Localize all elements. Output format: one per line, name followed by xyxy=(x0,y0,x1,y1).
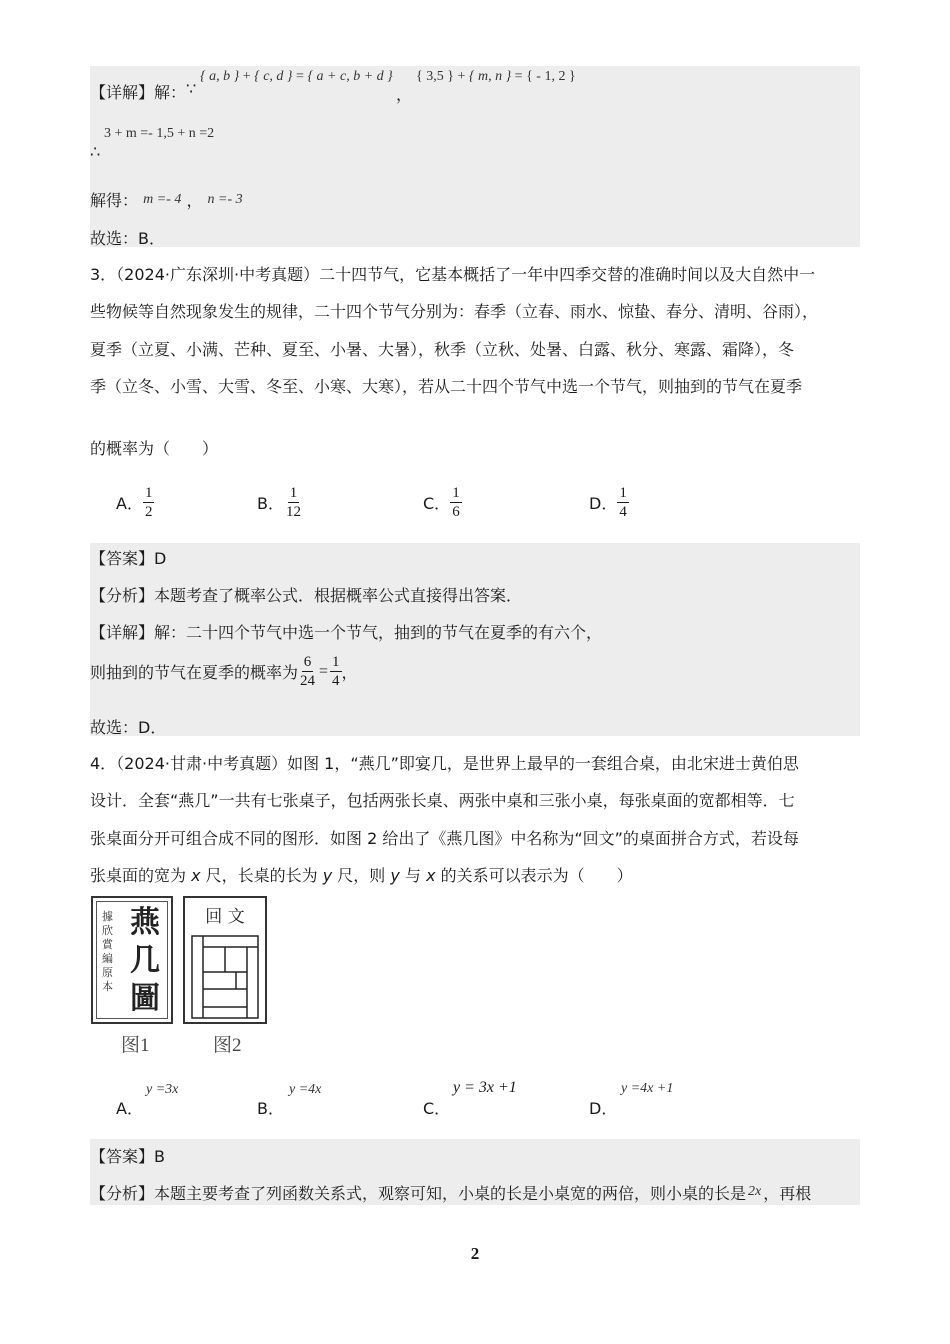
given-formula: { 3,5 } + { m, n } = { - 1, 2 } xyxy=(416,69,576,84)
q4-option-d-expr: y =4x +1 xyxy=(621,1081,674,1096)
q4-option-b: B． xyxy=(257,1099,284,1118)
q3-option-d: D． $\frac{1}{4}$ xyxy=(589,485,627,520)
q3-line-2: 些物候等自然现象发生的规律，二十四个节气分别为：春季（立春、雨水、惊蛰、春分、清明、谷雨）， xyxy=(90,302,819,321)
page-number: 2 xyxy=(470,1244,480,1263)
q3-detail: 【详解】解：二十四个节气中选一个节气，抽到的节气在夏季的有六个， xyxy=(90,623,603,642)
therefore-symbol: ∴ xyxy=(90,142,101,161)
solution-block-q2 xyxy=(90,66,860,247)
q3-calc-line: 则抽到的节气在夏季的概率为 $\frac{6}{24}$ = $\frac{1}{4}$ ， xyxy=(90,654,358,689)
q3-analysis: 【分析】本题考查了概率公式．根据概率公式直接得出答案． xyxy=(90,586,523,605)
q3-line-4: 季（立冬、小雪、大雪、冬至、小寒、大寒），若从二十四个节气中选一个节气，则抽到的节气在夏季 xyxy=(90,377,803,396)
q3-line-5: 的概率为（ ） xyxy=(90,439,219,458)
formula-comma: ， xyxy=(396,85,413,104)
q3-line-1: 3．（2024·广东深圳·中考真题）二十四节气，它基本概括了一年中四季交替的准确时间以及大自然中一 xyxy=(90,265,816,284)
figure-1 xyxy=(91,896,173,1024)
q4-answer: 【答案】B xyxy=(90,1147,165,1166)
choose-line-q2: 故选：B． xyxy=(90,229,165,248)
option-c-fraction: $\frac{1}{6}$ xyxy=(452,485,460,520)
figure-2-caption: 图2 xyxy=(213,1035,242,1056)
figure-1-side-text: 據 欣 賞 編 原 本 xyxy=(102,910,113,993)
option-a-fraction: $\frac{1}{2}$ xyxy=(144,485,153,520)
q4-option-a: A． xyxy=(116,1099,143,1118)
figure-2-title: 回 文 xyxy=(205,907,245,927)
figure-1-big-title: 燕 几 圖 xyxy=(130,905,160,1016)
q3-option-b: B． $\frac{1}{12}$ xyxy=(257,485,301,520)
q4-analysis: 【分析】本题主要考查了列函数关系式，观察可知，小桌的长是小桌宽的两倍，则小桌的长是 2x ，再根 xyxy=(90,1184,812,1203)
huiwen-tiling-diagram xyxy=(190,934,260,1020)
q3-choose: 故选：D． xyxy=(90,718,167,737)
q3-option-a: A． $\frac{1}{2}$ xyxy=(116,485,153,520)
figure-2 xyxy=(183,896,267,1024)
q4-line-3: 张桌面分开可组合成不同的图形．如图 2 给出了《燕几图》中名称为“回文”的桌面拼合方式，若设每 xyxy=(90,829,799,848)
q3-line-3: 夏季（立夏、小满、芒种、夏至、小暑、大暑），秋季（立秋、处暑、白露、秋分、寒露、霜降），冬 xyxy=(90,340,795,359)
q4-option-b-expr: y =4x xyxy=(289,1082,322,1097)
q4-option-c: C． xyxy=(423,1099,451,1118)
option-b-fraction: $\frac{1}{12}$ xyxy=(285,485,301,520)
detail-line xyxy=(90,80,196,103)
q3-answer: 【答案】D xyxy=(90,549,167,568)
option-d-fraction: $\frac{1}{4}$ xyxy=(619,485,627,520)
q4-option-c-expr: y = 3x +1 xyxy=(453,1079,517,1096)
calc-fraction-2: $\frac{1}{4}$ xyxy=(332,654,340,689)
solve-line: 解得： m =- 4 ， n =- 3 xyxy=(90,191,243,210)
q4-line-4: 张桌面的宽为 x 尺，长桌的长为 y 尺，则 y 与 x 的关系可以表示为（ ） xyxy=(90,866,633,885)
q4-line-2: 设计．全套“燕几”一共有七张桌子，包括两张长桌、两张中桌和三张小桌，每张桌面的宽都相等．七 xyxy=(90,791,795,810)
q4-option-d: D． xyxy=(589,1099,618,1118)
detail-label: 【详解】解： xyxy=(90,83,187,102)
because-symbol: ∵ xyxy=(186,79,197,98)
equation-line: 3 + m =- 1,5 + n =2 xyxy=(104,126,215,141)
q4-line-1: 4．（2024·甘肃·中考真题）如图 1，“燕几”即宴几，是世界上最早的一套组合桌，由北宋进士黄伯思 xyxy=(90,754,799,773)
figure-1-caption: 图1 xyxy=(121,1035,150,1056)
calc-fraction-1: $\frac{6}{24}$ xyxy=(300,654,316,689)
q4-option-a-expr: y =3x xyxy=(146,1082,179,1097)
q3-option-c: C． $\frac{1}{6}$ xyxy=(423,485,460,520)
definition-formula: { a, b } + { c, d } = { a + c, b + d } xyxy=(200,69,393,84)
